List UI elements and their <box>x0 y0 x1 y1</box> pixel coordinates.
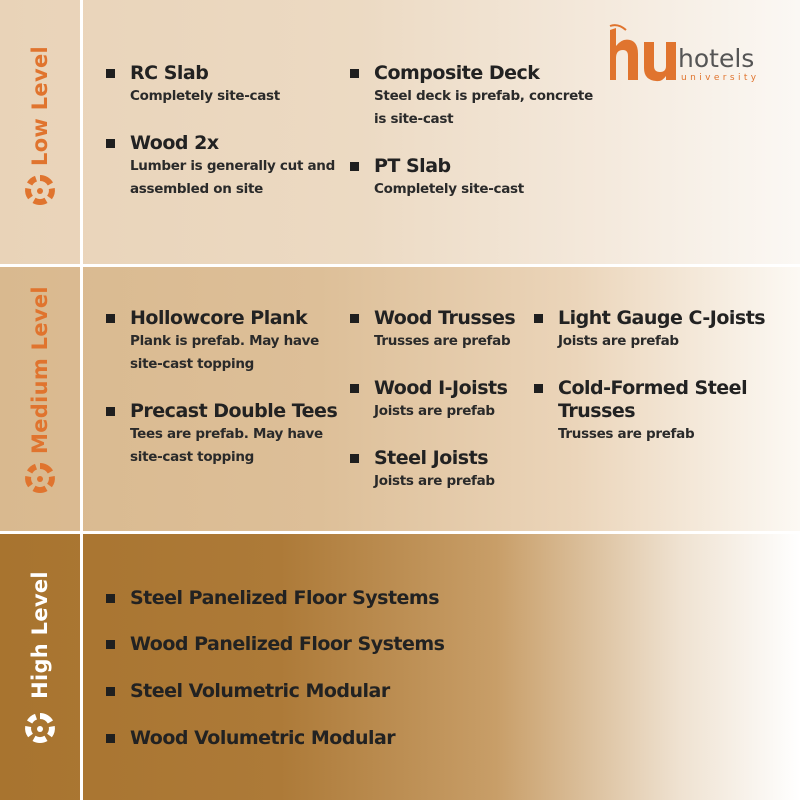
item-wood-volumetric-modular <box>106 727 395 750</box>
item-wood-trusses <box>350 307 515 353</box>
bullet-square <box>106 594 115 603</box>
item-precast-double-tees <box>106 400 337 469</box>
item-description: Plank is prefab. May have <box>130 333 320 349</box>
item-description: Joists are prefab <box>374 403 495 419</box>
bullet-square <box>106 734 115 743</box>
item-title-line: Cold-Formed Steel <box>558 377 748 399</box>
item-steel-joists <box>350 447 495 493</box>
item-title: Wood Trusses <box>374 307 516 329</box>
item-description: Joists are prefab <box>558 333 679 349</box>
bullet-square <box>106 139 115 148</box>
item-title: Steel Volumetric Modular <box>130 680 390 702</box>
item-wood-2x <box>106 132 335 201</box>
bullet-square <box>350 314 359 323</box>
item-steel-volumetric-modular <box>106 680 390 703</box>
bullet-square <box>350 454 359 463</box>
logo-wordmark: hotels <box>678 44 755 73</box>
bullet-square <box>106 640 115 649</box>
item-description: Lumber is generally cut and <box>130 158 335 174</box>
item-title: Wood I-Joists <box>374 377 508 399</box>
hotels-university-logo <box>608 24 778 84</box>
bullet-square <box>534 384 543 393</box>
item-description: Trusses are prefab <box>558 426 695 442</box>
medium-level-label: Medium Level <box>28 286 52 454</box>
high-level-band <box>0 534 800 800</box>
item-pt-slab <box>350 155 524 201</box>
high-level-side <box>0 534 80 800</box>
logo-subtext: university <box>681 73 760 83</box>
item-description: Joists are prefab <box>374 473 495 489</box>
low-level-band <box>0 0 800 264</box>
item-title-line: Trusses <box>558 400 636 422</box>
item-title: Composite Deck <box>374 62 540 84</box>
item-title: Steel Joists <box>374 447 489 469</box>
item-description: Completely site-cast <box>374 181 524 197</box>
item-title <box>558 377 747 423</box>
bullet-square <box>350 384 359 393</box>
low-level-label: Low Level <box>28 46 52 166</box>
medium-level-band <box>0 267 800 531</box>
item-light-gauge-c-joists <box>534 307 765 353</box>
item-steel-panelized-floor-systems <box>106 587 439 610</box>
item-title: Steel Panelized Floor Systems <box>130 587 440 609</box>
item-title: Wood Panelized Floor Systems <box>130 633 445 655</box>
item-description: site-cast topping <box>130 449 255 465</box>
segmented-circle-icon <box>24 712 56 744</box>
segmented-circle-icon <box>24 174 56 206</box>
item-description: Tees are prefab. May have <box>130 426 323 442</box>
item-wood-panelized-floor-systems <box>106 633 444 656</box>
bullet-square <box>350 69 359 78</box>
item-title: PT Slab <box>374 155 451 177</box>
column-divider <box>80 0 83 800</box>
bullet-square <box>350 162 359 171</box>
item-description: assembled on site <box>130 181 263 197</box>
item-rc-slab <box>106 62 280 108</box>
segmented-circle-icon <box>24 462 56 494</box>
hu-mark-icon <box>608 24 678 84</box>
item-wood-i-joists <box>350 377 507 423</box>
bullet-square <box>106 687 115 696</box>
item-title: Wood Volumetric Modular <box>130 727 396 749</box>
bullet-square <box>106 407 115 416</box>
item-title: RC Slab <box>130 62 209 84</box>
high-level-label: High Level <box>28 571 52 699</box>
low-level-side <box>0 0 80 264</box>
item-title: Hollowcore Plank <box>130 307 308 329</box>
bullet-square <box>106 314 115 323</box>
item-title: Wood 2x <box>130 132 219 154</box>
item-description: site-cast topping <box>130 356 255 372</box>
medium-level-side <box>0 267 80 531</box>
item-title: Precast Double Tees <box>130 400 338 422</box>
item-cold-formed-steel-trusses <box>534 377 747 446</box>
item-description: Trusses are prefab <box>374 333 511 349</box>
item-description: is site-cast <box>374 111 454 127</box>
item-composite-deck <box>350 62 593 131</box>
item-description: Completely site-cast <box>130 88 280 104</box>
item-title: Light Gauge C-Joists <box>558 307 766 329</box>
item-description: Steel deck is prefab, concrete <box>374 88 593 104</box>
item-hollowcore-plank <box>106 307 319 376</box>
bullet-square <box>106 69 115 78</box>
bullet-square <box>534 314 543 323</box>
